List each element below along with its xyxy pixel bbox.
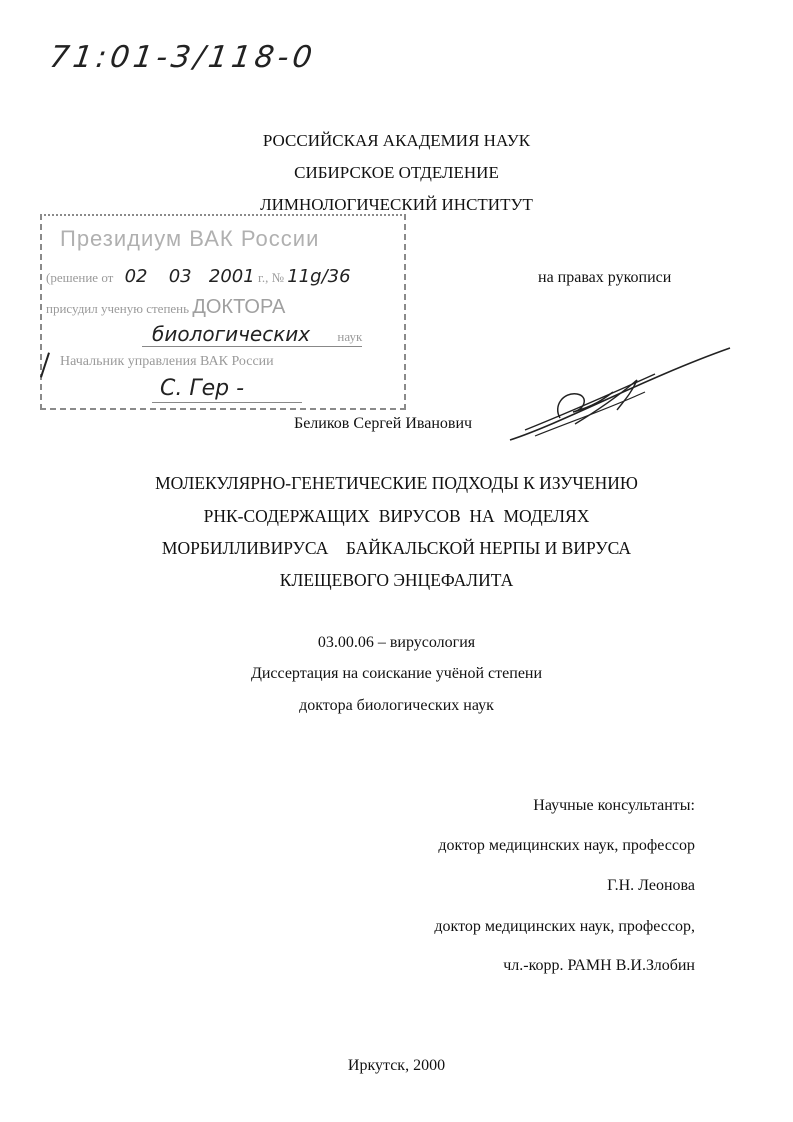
thesis-title-line-2: РНК-СОДЕРЖАЩИХ ВИРУСОВ НА МОДЕЛЯХ [203,506,590,526]
stamp-decision-year: 2001 [208,266,255,287]
stamp-decision-row [46,266,351,287]
stamp-decision-month: 03 [168,266,192,287]
author-signature [505,340,740,450]
rights-label: на правах рукописи [538,269,672,286]
consultant-1-name: Г.Н. Леонова [607,877,695,894]
institution-line-1: РОССИЙСКАЯ АКАДЕМИЯ НАУК [262,131,531,150]
archive-code: 71:01-3/118-0 [47,40,319,75]
place-year: Иркутск, 2000 [347,1057,446,1074]
stamp-award-prefix: присудил ученую степень [46,301,190,316]
stamp-degree: ДОКТОРА [192,296,286,318]
thesis-title-line-3: МОРБИЛЛИВИРУСА БАЙКАЛЬСКОЙ НЕРПЫ И ВИРУСА [161,538,632,558]
consultants-heading: Научные консультанты: [533,797,695,814]
stamp-decision-day: 02 [124,266,148,287]
stamp-head-label: Начальник управления ВАК России [60,354,274,369]
stamp-signature-underline [152,402,302,403]
stamp-field-row [152,322,362,346]
stamp-decision-suffix: г., № [257,270,284,285]
institution-line-2: СИБИРСКОЕ ОТДЕЛЕНИЕ [294,163,499,182]
stamp-field-suffix: наук [337,329,363,344]
author-name: Беликов Сергей Иванович [294,415,473,432]
degree-line: доктора биологических наук [299,697,494,714]
stamp-award-row [46,296,285,319]
stamp-decision-prefix: (решение от [46,270,114,285]
consultant-1-title: доктор медицинских наук, профессор [438,837,695,854]
consultant-2-name: чл.-корр. РАМН В.И.Злобин [503,957,695,974]
stamp-decision-number: 11g/36 [287,266,351,287]
specialty: 03.00.06 – вирусология [317,634,476,651]
dissertation-line: Диссертация на соискание учёной степени [250,665,543,682]
stamp-signature: С. Гер - [160,376,245,401]
thesis-title-line-1: МОЛЕКУЛЯРНО-ГЕНЕТИЧЕСКИЕ ПОДХОДЫ К ИЗУЧЕНИЮ [155,473,638,493]
stamp-field-underline [142,346,362,347]
thesis-title-line-4: КЛЕЩЕВОГО ЭНЦЕФАЛИТА [279,570,514,590]
vak-stamp [40,214,406,410]
stamp-field: биологических [152,322,311,346]
stamp-left-mark [40,352,50,377]
consultant-2-title: доктор медицинских наук, профессор, [434,918,695,935]
stamp-title: Президиум ВАК России [60,226,320,251]
institution-line-3: ЛИМНОЛОГИЧЕСКИЙ ИНСТИТУТ [260,195,533,214]
